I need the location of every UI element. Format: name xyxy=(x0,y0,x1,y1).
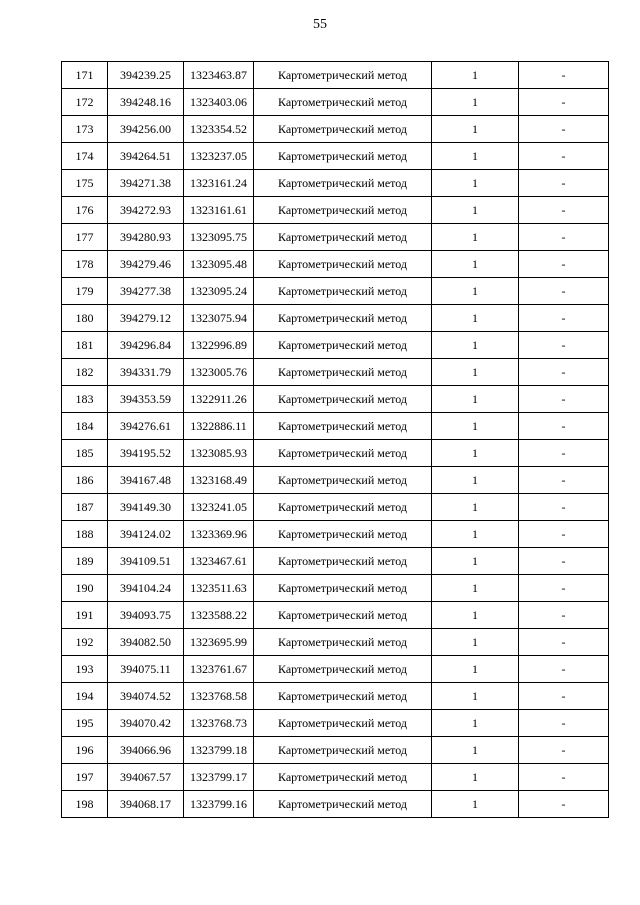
extra-cell: - xyxy=(519,494,609,521)
point-number-cell: 178 xyxy=(62,251,108,278)
method-cell: Картометрический метод xyxy=(254,494,432,521)
x-coordinate-cell: 394068.17 xyxy=(108,791,184,818)
table-row xyxy=(62,332,609,359)
extra-cell: - xyxy=(519,791,609,818)
count-cell: 1 xyxy=(432,656,519,683)
count-cell: 1 xyxy=(432,332,519,359)
y-coordinate-cell: 1323005.76 xyxy=(184,359,254,386)
x-coordinate-cell: 394279.46 xyxy=(108,251,184,278)
extra-cell: - xyxy=(519,116,609,143)
table-row xyxy=(62,629,609,656)
x-coordinate-cell: 394264.51 xyxy=(108,143,184,170)
x-coordinate-cell: 394067.57 xyxy=(108,764,184,791)
method-cell: Картометрический метод xyxy=(254,764,432,791)
x-coordinate-cell: 394248.16 xyxy=(108,89,184,116)
table-row xyxy=(62,548,609,575)
count-cell: 1 xyxy=(432,278,519,305)
point-number-cell: 198 xyxy=(62,791,108,818)
table-row xyxy=(62,656,609,683)
method-cell: Картометрический метод xyxy=(254,359,432,386)
point-number-cell: 194 xyxy=(62,683,108,710)
y-coordinate-cell: 1323095.24 xyxy=(184,278,254,305)
y-coordinate-cell: 1323799.17 xyxy=(184,764,254,791)
table-row xyxy=(62,89,609,116)
extra-cell: - xyxy=(519,62,609,89)
point-number-cell: 187 xyxy=(62,494,108,521)
count-cell: 1 xyxy=(432,710,519,737)
extra-cell: - xyxy=(519,737,609,764)
y-coordinate-cell: 1323588.22 xyxy=(184,602,254,629)
extra-cell: - xyxy=(519,467,609,494)
table-row xyxy=(62,62,609,89)
count-cell: 1 xyxy=(432,62,519,89)
point-number-cell: 176 xyxy=(62,197,108,224)
method-cell: Картометрический метод xyxy=(254,683,432,710)
extra-cell: - xyxy=(519,305,609,332)
y-coordinate-cell: 1322911.26 xyxy=(184,386,254,413)
extra-cell: - xyxy=(519,602,609,629)
page-number: 55 xyxy=(313,17,327,32)
table-row xyxy=(62,413,609,440)
x-coordinate-cell: 394070.42 xyxy=(108,710,184,737)
count-cell: 1 xyxy=(432,521,519,548)
extra-cell: - xyxy=(519,143,609,170)
point-number-cell: 195 xyxy=(62,710,108,737)
x-coordinate-cell: 394279.12 xyxy=(108,305,184,332)
count-cell: 1 xyxy=(432,386,519,413)
x-coordinate-cell: 394149.30 xyxy=(108,494,184,521)
method-cell: Картометрический метод xyxy=(254,89,432,116)
y-coordinate-cell: 1323403.06 xyxy=(184,89,254,116)
method-cell: Картометрический метод xyxy=(254,143,432,170)
method-cell: Картометрический метод xyxy=(254,575,432,602)
point-number-cell: 192 xyxy=(62,629,108,656)
table-row xyxy=(62,467,609,494)
table-row xyxy=(62,764,609,791)
table-row xyxy=(62,116,609,143)
x-coordinate-cell: 394167.48 xyxy=(108,467,184,494)
method-cell: Картометрический метод xyxy=(254,197,432,224)
y-coordinate-cell: 1323085.93 xyxy=(184,440,254,467)
count-cell: 1 xyxy=(432,629,519,656)
extra-cell: - xyxy=(519,629,609,656)
method-cell: Картометрический метод xyxy=(254,467,432,494)
point-number-cell: 184 xyxy=(62,413,108,440)
point-number-cell: 181 xyxy=(62,332,108,359)
table-row xyxy=(62,791,609,818)
point-number-cell: 174 xyxy=(62,143,108,170)
method-cell: Картометрический метод xyxy=(254,791,432,818)
y-coordinate-cell: 1323075.94 xyxy=(184,305,254,332)
extra-cell: - xyxy=(519,656,609,683)
count-cell: 1 xyxy=(432,413,519,440)
point-number-cell: 173 xyxy=(62,116,108,143)
table-row xyxy=(62,143,609,170)
table-row xyxy=(62,197,609,224)
count-cell: 1 xyxy=(432,197,519,224)
table-row xyxy=(62,683,609,710)
method-cell: Картометрический метод xyxy=(254,332,432,359)
x-coordinate-cell: 394109.51 xyxy=(108,548,184,575)
table-row xyxy=(62,224,609,251)
count-cell: 1 xyxy=(432,143,519,170)
y-coordinate-cell: 1323241.05 xyxy=(184,494,254,521)
point-number-cell: 179 xyxy=(62,278,108,305)
y-coordinate-cell: 1323695.99 xyxy=(184,629,254,656)
extra-cell: - xyxy=(519,764,609,791)
extra-cell: - xyxy=(519,575,609,602)
point-number-cell: 191 xyxy=(62,602,108,629)
method-cell: Картометрический метод xyxy=(254,548,432,575)
y-coordinate-cell: 1323095.75 xyxy=(184,224,254,251)
method-cell: Картометрический метод xyxy=(254,737,432,764)
extra-cell: - xyxy=(519,683,609,710)
table-row xyxy=(62,386,609,413)
extra-cell: - xyxy=(519,89,609,116)
count-cell: 1 xyxy=(432,224,519,251)
point-number-cell: 193 xyxy=(62,656,108,683)
extra-cell: - xyxy=(519,710,609,737)
x-coordinate-cell: 394272.93 xyxy=(108,197,184,224)
extra-cell: - xyxy=(519,170,609,197)
point-number-cell: 190 xyxy=(62,575,108,602)
extra-cell: - xyxy=(519,548,609,575)
x-coordinate-cell: 394353.59 xyxy=(108,386,184,413)
count-cell: 1 xyxy=(432,89,519,116)
y-coordinate-cell: 1323463.87 xyxy=(184,62,254,89)
x-coordinate-cell: 394277.38 xyxy=(108,278,184,305)
point-number-cell: 188 xyxy=(62,521,108,548)
x-coordinate-cell: 394331.79 xyxy=(108,359,184,386)
table-row xyxy=(62,359,609,386)
count-cell: 1 xyxy=(432,575,519,602)
x-coordinate-cell: 394271.38 xyxy=(108,170,184,197)
y-coordinate-cell: 1322886.11 xyxy=(184,413,254,440)
table-row xyxy=(62,494,609,521)
y-coordinate-cell: 1323369.96 xyxy=(184,521,254,548)
table-row xyxy=(62,170,609,197)
count-cell: 1 xyxy=(432,359,519,386)
y-coordinate-cell: 1323467.61 xyxy=(184,548,254,575)
method-cell: Картометрический метод xyxy=(254,521,432,548)
point-number-cell: 172 xyxy=(62,89,108,116)
extra-cell: - xyxy=(519,440,609,467)
method-cell: Картометрический метод xyxy=(254,278,432,305)
x-coordinate-cell: 394195.52 xyxy=(108,440,184,467)
y-coordinate-cell: 1323768.73 xyxy=(184,710,254,737)
x-coordinate-cell: 394239.25 xyxy=(108,62,184,89)
y-coordinate-cell: 1323511.63 xyxy=(184,575,254,602)
table-row xyxy=(62,602,609,629)
count-cell: 1 xyxy=(432,305,519,332)
extra-cell: - xyxy=(519,413,609,440)
method-cell: Картометрический метод xyxy=(254,656,432,683)
method-cell: Картометрический метод xyxy=(254,386,432,413)
point-number-cell: 182 xyxy=(62,359,108,386)
table-row xyxy=(62,575,609,602)
point-number-cell: 196 xyxy=(62,737,108,764)
table-row xyxy=(62,251,609,278)
table-row xyxy=(62,710,609,737)
x-coordinate-cell: 394093.75 xyxy=(108,602,184,629)
x-coordinate-cell: 394296.84 xyxy=(108,332,184,359)
table-row xyxy=(62,440,609,467)
method-cell: Картометрический метод xyxy=(254,629,432,656)
y-coordinate-cell: 1323095.48 xyxy=(184,251,254,278)
y-coordinate-cell: 1323168.49 xyxy=(184,467,254,494)
count-cell: 1 xyxy=(432,764,519,791)
method-cell: Картометрический метод xyxy=(254,413,432,440)
point-number-cell: 197 xyxy=(62,764,108,791)
point-number-cell: 175 xyxy=(62,170,108,197)
count-cell: 1 xyxy=(432,170,519,197)
x-coordinate-cell: 394075.11 xyxy=(108,656,184,683)
y-coordinate-cell: 1323799.18 xyxy=(184,737,254,764)
x-coordinate-cell: 394256.00 xyxy=(108,116,184,143)
method-cell: Картометрический метод xyxy=(254,251,432,278)
table-row xyxy=(62,521,609,548)
y-coordinate-cell: 1323161.61 xyxy=(184,197,254,224)
coordinates-table-body xyxy=(62,62,609,818)
x-coordinate-cell: 394066.96 xyxy=(108,737,184,764)
point-number-cell: 171 xyxy=(62,62,108,89)
extra-cell: - xyxy=(519,251,609,278)
x-coordinate-cell: 394124.02 xyxy=(108,521,184,548)
x-coordinate-cell: 394104.24 xyxy=(108,575,184,602)
method-cell: Картометрический метод xyxy=(254,116,432,143)
extra-cell: - xyxy=(519,386,609,413)
y-coordinate-cell: 1323799.16 xyxy=(184,791,254,818)
y-coordinate-cell: 1323768.58 xyxy=(184,683,254,710)
x-coordinate-cell: 394276.61 xyxy=(108,413,184,440)
point-number-cell: 183 xyxy=(62,386,108,413)
y-coordinate-cell: 1323761.67 xyxy=(184,656,254,683)
method-cell: Картометрический метод xyxy=(254,710,432,737)
extra-cell: - xyxy=(519,521,609,548)
point-number-cell: 177 xyxy=(62,224,108,251)
extra-cell: - xyxy=(519,359,609,386)
count-cell: 1 xyxy=(432,494,519,521)
point-number-cell: 186 xyxy=(62,467,108,494)
count-cell: 1 xyxy=(432,467,519,494)
x-coordinate-cell: 394280.93 xyxy=(108,224,184,251)
x-coordinate-cell: 394074.52 xyxy=(108,683,184,710)
method-cell: Картометрический метод xyxy=(254,305,432,332)
count-cell: 1 xyxy=(432,683,519,710)
table-row xyxy=(62,737,609,764)
method-cell: Картометрический метод xyxy=(254,440,432,467)
count-cell: 1 xyxy=(432,737,519,764)
extra-cell: - xyxy=(519,197,609,224)
y-coordinate-cell: 1322996.89 xyxy=(184,332,254,359)
coordinates-table xyxy=(61,61,609,818)
extra-cell: - xyxy=(519,278,609,305)
extra-cell: - xyxy=(519,224,609,251)
count-cell: 1 xyxy=(432,548,519,575)
table-row xyxy=(62,278,609,305)
point-number-cell: 185 xyxy=(62,440,108,467)
count-cell: 1 xyxy=(432,251,519,278)
point-number-cell: 180 xyxy=(62,305,108,332)
count-cell: 1 xyxy=(432,791,519,818)
point-number-cell: 189 xyxy=(62,548,108,575)
method-cell: Картометрический метод xyxy=(254,224,432,251)
y-coordinate-cell: 1323237.05 xyxy=(184,143,254,170)
x-coordinate-cell: 394082.50 xyxy=(108,629,184,656)
y-coordinate-cell: 1323354.52 xyxy=(184,116,254,143)
count-cell: 1 xyxy=(432,440,519,467)
method-cell: Картометрический метод xyxy=(254,170,432,197)
method-cell: Картометрический метод xyxy=(254,62,432,89)
count-cell: 1 xyxy=(432,602,519,629)
extra-cell: - xyxy=(519,332,609,359)
method-cell: Картометрический метод xyxy=(254,602,432,629)
table-row xyxy=(62,305,609,332)
count-cell: 1 xyxy=(432,116,519,143)
y-coordinate-cell: 1323161.24 xyxy=(184,170,254,197)
